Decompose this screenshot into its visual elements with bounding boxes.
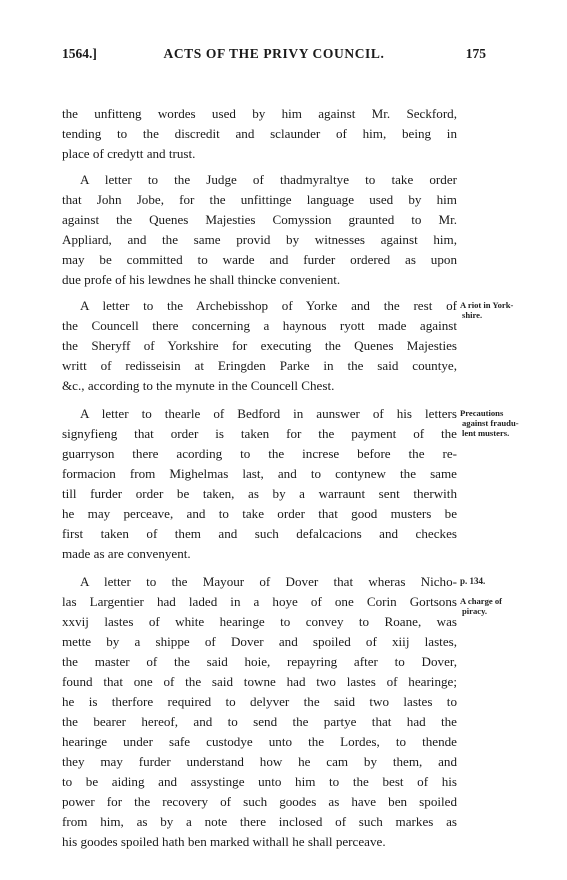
text-line: A letter to the Archebisshop of Yorke and the rest of <box>80 298 457 313</box>
text-line: he is therfore required to delyver the said two lastes to <box>62 694 457 709</box>
text-line: he may perceave, and to take order that good musters be <box>62 506 457 521</box>
header-title: ACTS OF THE PRIVY COUNCIL. <box>163 46 385 61</box>
text-line: place of credytt and trust. <box>62 146 196 161</box>
text-line: till furder order be taken, as by a warraunt sent therwith <box>62 486 457 501</box>
margin-note-line: against fraudu- <box>462 418 519 428</box>
margin-note-riot <box>460 300 540 320</box>
header-year: 1564.] <box>62 46 97 61</box>
text-line: &c., according to the mynute in the Councell Chest. <box>62 378 335 393</box>
text-line: formacion from Mighelmas last, and to contynew the same <box>62 466 457 481</box>
text-line: the master of the said hoie, repayring after to Dover, <box>62 654 457 669</box>
text-line: to be aiding and assystinge unto him to the best of his <box>62 774 457 789</box>
text-line: first taken of them and such defalcacions and checkes <box>62 526 457 541</box>
margin-note-line: shire. <box>462 310 483 320</box>
text-line: found that one of the said towne had two lastes of hearinge; <box>62 674 457 689</box>
text-line: xxvij lastes of white hearinge to convey to Roane, was <box>62 614 457 629</box>
text-line: the Sheryff of Yorkshire for executing the Quenes Majesties <box>62 338 457 353</box>
margin-note-precautions <box>460 408 540 438</box>
text-line: that John Jobe, for the unfittinge language used by him <box>62 192 457 207</box>
text-line: against the Quenes Majesties Comyssion graunted to Mr. <box>62 212 457 227</box>
margin-note-line: A charge of <box>460 596 503 606</box>
text-line: Appliard, and the same provid by witnesses against him, <box>62 232 457 247</box>
margin-note-piracy <box>460 596 540 616</box>
text-line: A letter to thearle of Bedford in aunswer of his letters <box>80 406 457 421</box>
margin-note-line: lent musters. <box>462 428 510 438</box>
text-line: from him, as by a note there inclosed of such markes as <box>62 814 457 829</box>
text-line: hearinge under safe custodye unto the Lordes, to thende <box>62 734 457 749</box>
margin-note-line: piracy. <box>462 606 488 616</box>
text-line: they may furder understand how he cam by them, and <box>62 754 457 769</box>
page-number: 175 <box>465 46 486 61</box>
text-line: mette by a shippe of Dover and spoiled of xiij lastes, <box>62 634 457 649</box>
text-line: tending to the discredit and sclaunder of him, being in <box>62 126 457 141</box>
text-line: the Councell there concerning a haynous ryott made against <box>62 318 457 333</box>
margin-note-line: A riot in York- <box>460 300 514 310</box>
text-line: the bearer hereof, and to send the partye that had the <box>62 714 457 729</box>
text-line: due profe of his lewdnes he shall thincke convenient. <box>62 272 341 287</box>
margin-page-reference: p. 134. <box>460 576 486 586</box>
text-line: the unfitteng wordes used by him against Mr. Seckford, <box>62 106 457 121</box>
text-line: A letter to the Mayour of Dover that wheras Nicho- <box>80 574 457 589</box>
text-line: writt of redisseisin at Eringden Parke in the said countye, <box>62 358 457 373</box>
text-line: guarryson there acording to the increse before the re- <box>62 446 457 461</box>
text-line: made as are convenyent. <box>62 546 191 561</box>
text-line: his goodes spoiled hath ben marked withall he shall perceave. <box>62 834 386 849</box>
text-line: signyfieng that order is taken for the payment of the <box>62 426 457 441</box>
text-line: las Largentier had laded in a hoye of one Corin Gortsons <box>62 594 457 609</box>
text-line: A letter to the Judge of thadmyraltye to take order <box>80 172 457 187</box>
margin-note-line: Precautions <box>460 408 504 418</box>
text-line: may be committed to warde and furder ordered as upon <box>62 252 457 267</box>
text-line: power for the recovery of such goodes as have ben spoiled <box>62 794 457 809</box>
